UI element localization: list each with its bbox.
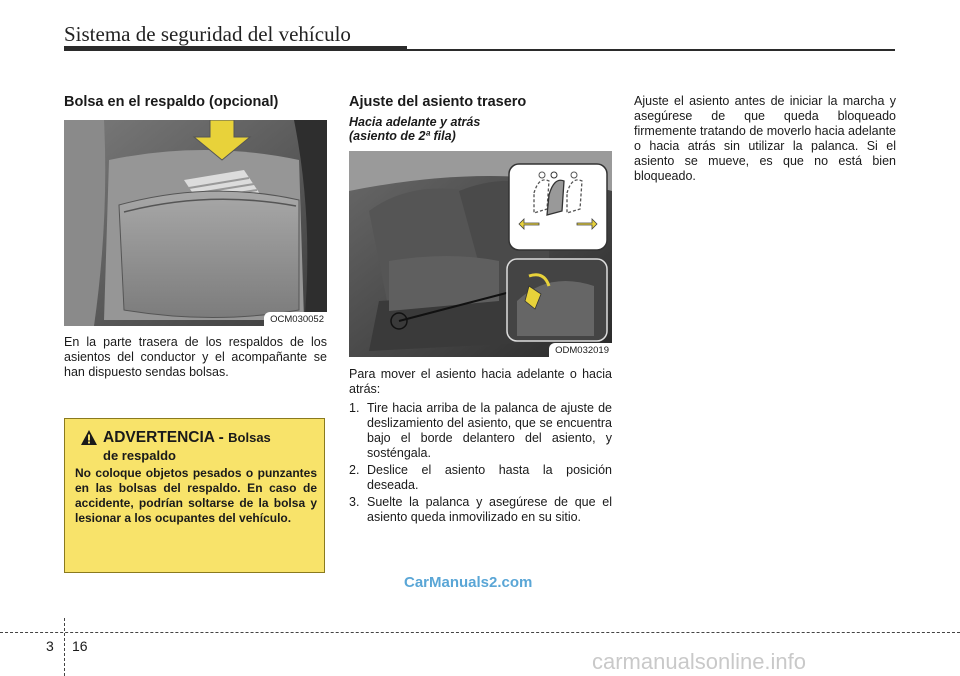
rear-seat-illustration [349, 151, 612, 357]
rear-seat-intro: Para mover el asiento hacia adelante o hacia atrás: [349, 367, 612, 396]
figure-code: ODM032019 [549, 343, 612, 357]
warning-title-sub1: Bolsas [228, 430, 271, 445]
warning-text: No coloque objetos pesados o punzantes en las bolsas del respaldo. En caso de accidente, podrían soltarse de la bolsa y lesionar a los ocupantes del vehículo. [75, 466, 317, 525]
step-number: 1. [349, 401, 360, 415]
seatback-pocket-text: En la parte trasera de los respaldos de los asientos del conductor y el acompañante se han dispuesto sendas bolsas. [64, 335, 327, 379]
rear-seat-heading: Ajuste del asiento trasero [349, 94, 527, 110]
step-text: Deslice el asiento hasta la posición deseada. [367, 463, 612, 492]
step-number: 2. [349, 463, 360, 477]
warning-title-main: ADVERTENCIA - [103, 429, 229, 446]
header-bar [64, 46, 407, 51]
rear-seat-subheading-2: (asiento de 2ª fila) [349, 129, 456, 143]
footer-divider [64, 618, 65, 676]
rear-seat-steps [349, 401, 612, 525]
rear-seat-figure [349, 151, 612, 357]
seatback-pocket-illustration [64, 120, 327, 326]
warning-box [64, 418, 325, 573]
site-watermark: carmanualsonline.info [592, 649, 807, 674]
page-number: 16 [72, 638, 88, 654]
step-item [349, 495, 612, 525]
step-text: Suelte la palanca y asegúrese de que el asiento queda inmovilizado en su sitio. [367, 495, 612, 524]
chapter-number: 3 [46, 638, 54, 654]
footer-rule [0, 632, 960, 633]
seatback-pocket-figure [64, 120, 327, 326]
seatback-pocket-heading: Bolsa en el respaldo (opcional) [64, 94, 279, 110]
warning-triangle-icon [81, 430, 97, 445]
step-item [349, 401, 612, 461]
seat-lock-text: Ajuste el asiento antes de iniciar la marcha y asegúrese de que queda bloqueado firmemente tratando de moverlo hacia adelante o hacia atrás sin utilizar la palanca. Si el asiento se mueve, es que no está bien bloqueado. [634, 94, 896, 183]
warning-title-sub2: de respaldo [103, 448, 176, 463]
rear-seat-subheading-1: Hacia adelante y atrás [349, 115, 481, 129]
running-header: Sistema de seguridad del vehículo [64, 22, 351, 46]
step-number: 3. [349, 495, 360, 509]
header-rule [407, 49, 895, 51]
carmanuals2-watermark: CarManuals2.com [404, 574, 533, 591]
warning-title [103, 429, 271, 446]
step-item [349, 463, 612, 493]
step-text: Tire hacia arriba de la palanca de ajuste de deslizamiento del asiento, que se encuentra bajo el borde delantero del asiento, y sosténgala. [367, 401, 612, 460]
column-3 [634, 94, 896, 184]
figure-code: OCM030052 [264, 312, 327, 326]
column-1 [64, 94, 327, 380]
column-2 [349, 94, 612, 527]
